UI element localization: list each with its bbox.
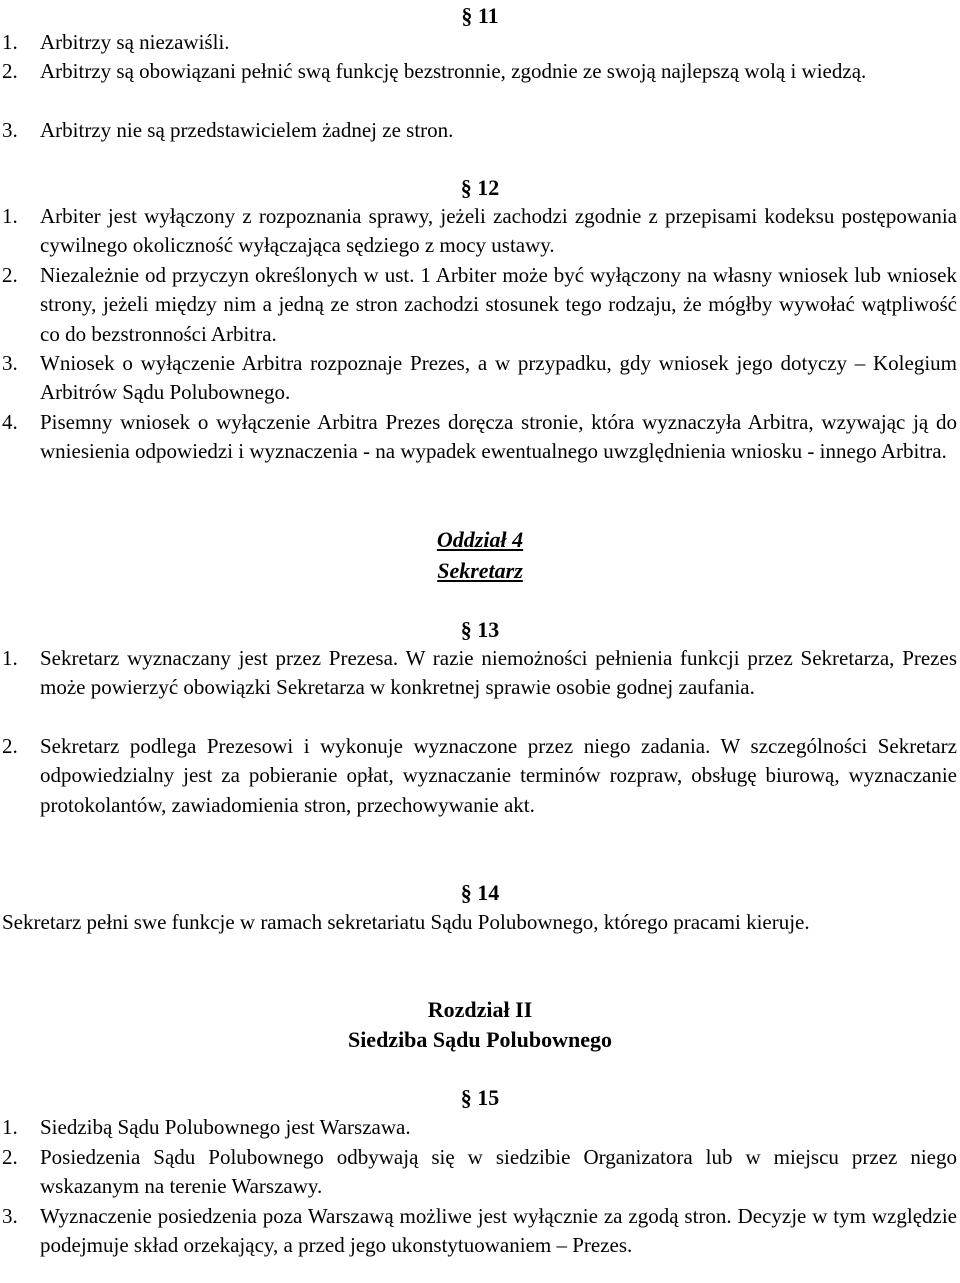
item-text: Wniosek o wyłączenie Arbitra rozpoznaje Prezes, a w przypadku, gdy wniosek jego dotyczy – Kolegium Arbitrów Sądu Polubownego.: [40, 351, 957, 405]
subdivision-label: Sekretarz: [437, 558, 523, 583]
list-item: [2, 1202, 957, 1261]
item-number: 2.: [2, 263, 18, 287]
section-12-heading: [0, 174, 960, 202]
section-number: 14: [477, 880, 500, 905]
section-number: 15: [477, 1085, 500, 1110]
item-number: 3.: [2, 118, 18, 142]
item-number: 2.: [2, 734, 18, 758]
item-text: Arbiter jest wyłączony z rozpoznania sprawy, jeżeli zachodzi zgodnie z przepisami kodeksu postępowania cywilnego okoliczność wyłączająca sędziego z mocy ustawy.: [40, 204, 957, 258]
list-item: [2, 1143, 957, 1202]
item-text: Arbitrzy nie są przedstawicielem żadnej ze stron.: [40, 118, 454, 142]
list-item: [2, 28, 957, 57]
section-symbol: §: [460, 1085, 472, 1110]
section-symbol: §: [461, 3, 473, 28]
item-number: 3.: [2, 351, 18, 375]
section-13-heading: [0, 616, 960, 644]
item-number: 1.: [2, 1115, 18, 1139]
chapter-title: Rozdział II: [427, 997, 533, 1022]
section-symbol: §: [460, 175, 472, 200]
section-14-heading: [0, 879, 960, 907]
section-15-heading: [0, 1084, 960, 1112]
item-number: 2.: [2, 1145, 18, 1169]
subdivision-title: [0, 525, 960, 555]
subdivision-name: [0, 556, 960, 586]
item-text: Sekretarz wyznaczany jest przez Prezesa. W razie niemożności pełnienia funkcji przez Sekretarza, Prezes może powierzyć obowiązki Sekretarza w konkretnej sprawie osobie godnej zaufania.: [40, 646, 957, 700]
section-11-heading: [0, 2, 960, 30]
item-text: Arbitrzy są obowiązani pełnić swą funkcję bezstronnie, zgodnie ze swoją najlepszą wolą i wiedzą.: [40, 59, 867, 83]
section-symbol: §: [460, 880, 472, 905]
subdivision-number: Oddział 4: [436, 527, 524, 552]
list-item: [2, 202, 957, 261]
item-number: 3.: [2, 1204, 18, 1228]
section-symbol: §: [460, 617, 472, 642]
section-number: 11: [477, 3, 499, 28]
item-number: 1.: [2, 204, 18, 228]
list-item: [2, 116, 957, 145]
item-text: Pisemny wniosek o wyłączenie Arbitra Prezes doręcza stronie, która wyznaczyła Arbitra, wzywając ją do wniesienia odpowiedzi i wyznaczenia - na wypadek ewentualnego uwzględnienia wniosku - innego Arbitra.: [40, 410, 957, 464]
item-number: 1.: [2, 646, 18, 670]
list-item: [2, 57, 957, 86]
item-text: Wyznaczenie posiedzenia poza Warszawą możliwe jest wyłącznie za zgodą stron. Decyzje w tym względzie podejmuje skład orzekający, a przed jego ukonstytuowaniem – Prezes.: [40, 1204, 957, 1258]
item-text: Niezależnie od przyczyn określonych w ust. 1 Arbiter może być wyłączony na własny wniosek lub wniosek strony, jeżeli między nim a jedną ze stron zachodzi stosunek tego rodzaju, że mógłby wywołać wątpliwość co do bezstronności Arbitra.: [40, 263, 957, 346]
item-number: 2.: [2, 59, 18, 83]
section-number: 13: [477, 617, 500, 642]
list-item: [2, 644, 957, 703]
section-number: 12: [477, 175, 500, 200]
chapter-name: Siedziba Sądu Polubownego: [347, 1027, 613, 1052]
item-text: Posiedzenia Sądu Polubownego odbywają się w siedzibie Organizatora lub w miejscu przez niego wskazanym na terenie Warszawy.: [40, 1145, 957, 1199]
list-item: [2, 261, 957, 349]
list-item: [2, 1113, 957, 1142]
item-number: 4.: [2, 410, 18, 434]
item-text: Arbitrzy są niezawiśli.: [40, 30, 230, 54]
list-item: [2, 732, 957, 820]
item-text: Sekretarz podlega Prezesowi i wykonuje wyznaczone przez niego zadania. W szczególności Sekretarz odpowiedzialny jest za pobieranie opłat, wyznaczanie terminów rozpraw, obsługę biurową, wyznaczanie protokolantów, zawiadomienia stron, przechowywanie akt.: [40, 734, 957, 817]
item-number: 1.: [2, 30, 18, 54]
paragraph: Sekretarz pełni swe funkcje w ramach sekretariatu Sądu Polubownego, którego pracami kieruje.: [2, 910, 810, 934]
list-item: [2, 349, 957, 408]
item-text: Siedzibą Sądu Polubownego jest Warszawa.: [40, 1115, 411, 1139]
list-item: [2, 408, 957, 467]
